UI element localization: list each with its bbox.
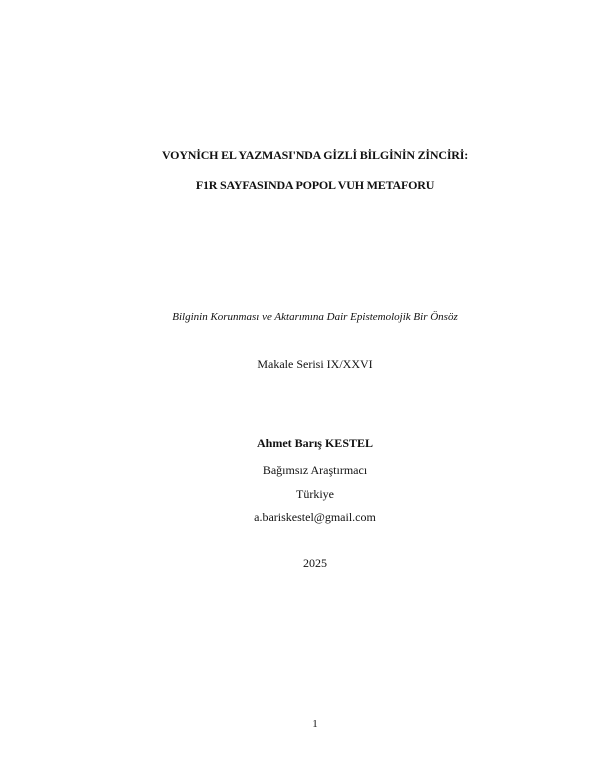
page-number: 1 [312,718,318,730]
author-email: a.bariskestel@gmail.com [254,510,376,524]
author-affiliation: Bağımsız Araştırmacı [262,463,368,477]
author-name: Ahmet Barış KESTEL [256,436,373,450]
publication-year: 2025 [303,556,327,570]
title-line-1: VOYNİCH EL YAZMASI'NDA GİZLİ BİLGİNİN ZİNCİRİ: [161,148,469,162]
title-line-2: F1R SAYFASINDA POPOL VUH METAFORU [195,178,435,192]
series-label: Makale Serisi IX/XXVI [257,357,373,371]
subtitle: Bilginin Korunması ve Aktarımına Dair Epistemolojik Bir Önsöz [172,311,458,323]
author-country: Türkiye [296,487,334,501]
